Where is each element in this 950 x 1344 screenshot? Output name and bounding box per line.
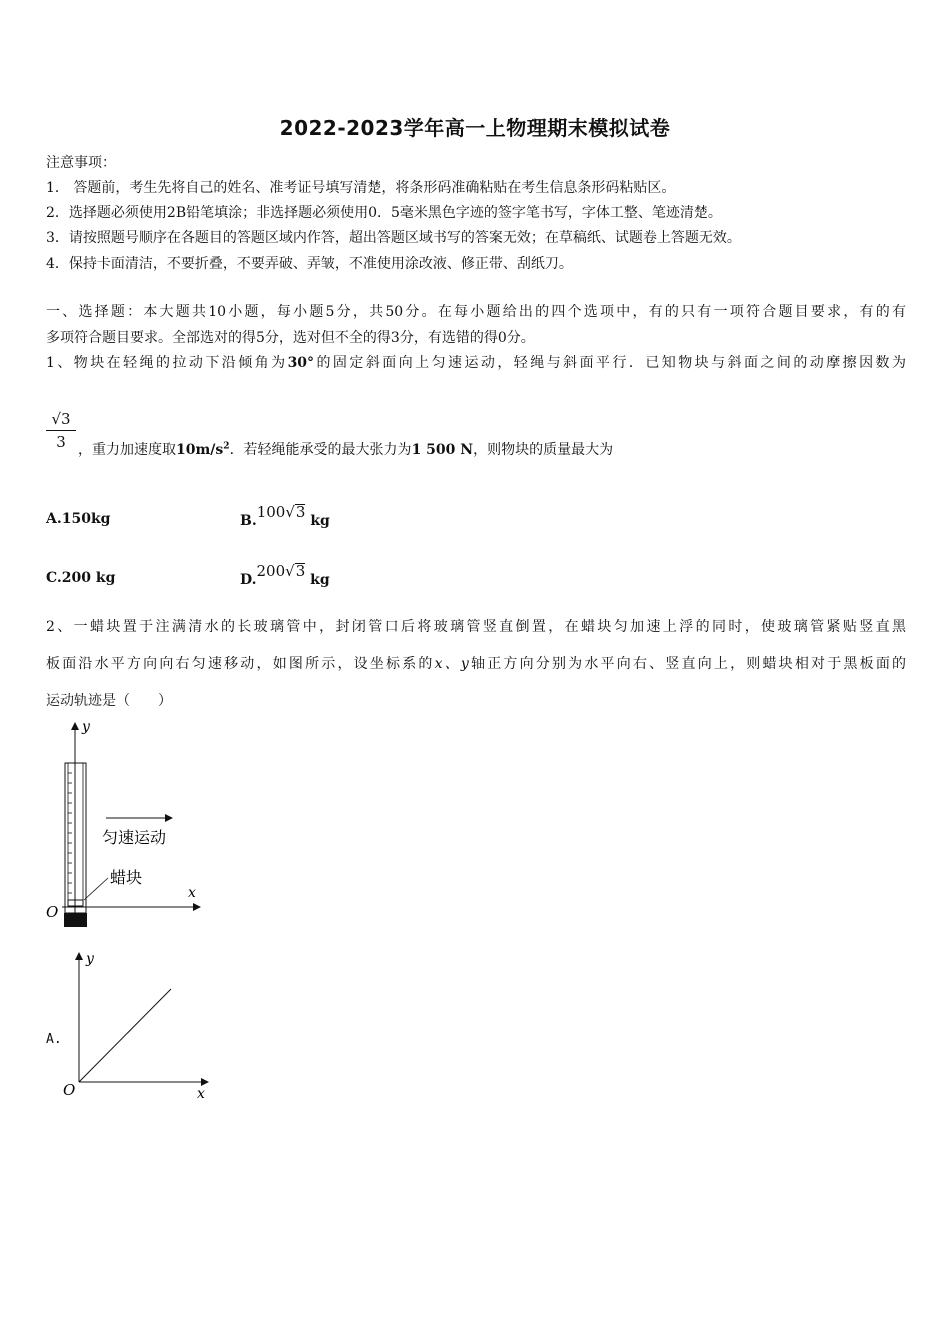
q2-stem-line2 [46,653,906,673]
origin-label: O [46,903,59,921]
q1-stem-line1 [46,352,906,372]
q1-text-2: 的固定斜面向上匀速运动，轻绳与斜面平行．已知物块与斜面之间的动摩擦因数为 [314,355,906,371]
q1-gravity-exp: 2 [223,441,230,452]
option-label: B. [240,513,257,529]
notice-item-1: 1． 答题前，考生先将自己的姓名、准考证号填写清楚，将条形码准确粘贴在考生信息条形码粘贴区。 [46,180,676,196]
q2-text: 板面沿水平方向向右匀速移动，如图所示，设坐标系的 [46,656,435,672]
option-d-math: 200√3 [256,562,306,580]
notice-item-3: 3．请按照题号顺序在各题目的答题区域内作答，超出答题区域书写的答案无效；在草稿纸、试题卷上答题无效。 [46,230,741,246]
wax-label-leader [84,878,108,900]
notice-heading: 注意事项： [46,155,116,171]
q1-option-a[interactable]: A.150kg [46,511,111,527]
section-intro-line2: 多项符合题目要求。全部选对的得5分，选对但不全的得3分，有选错的得0分。 [46,330,535,346]
q1-angle: 30° [287,355,315,371]
option-label: D. [240,572,257,588]
notice-item-4: 4．保持卡面清洁，不要折叠，不要弄破、弄皱，不准使用涂改液、修正带、刮纸刀。 [46,256,573,272]
q1-option-d[interactable] [240,562,330,588]
origin-label: O [63,1081,76,1099]
fraction-denominator: 3 [56,433,66,451]
q2-option-a-graph[interactable] [55,945,220,1105]
q1-text-5: ，则物块的质量最大为 [473,442,614,458]
notice-item-2: 2．选择题必须使用2B铅笔填涂；非选择题必须使用0．5毫米黑色字迹的签字笔书写，字体工整、笔迹清楚。 [46,205,722,221]
q2-stem-line3: 运动轨迹是（ ） [46,693,172,709]
q2-axes: x、y [434,656,469,672]
unit: kg [310,572,330,588]
q1-stem-line2 [78,439,613,459]
q1-option-b[interactable] [240,503,330,529]
q2-text-2: 轴正方向分别为水平向右、竖直向上，则蜡块相对于黑板面的 [468,656,907,672]
q1-gravity: 10m/s [176,442,224,458]
unit: kg [310,513,330,529]
coef: 200 [256,562,286,580]
q1-text: 1、物块在轻绳的拉动下沿倾角为 [46,355,288,371]
radicand: 3 [295,503,306,521]
q2-option-a-label[interactable]: A. [46,1032,62,1047]
fraction-numerator: √3 [46,410,76,431]
q2-stem-line1: 2、一蜡块置于注满清水的长玻璃管中，封闭管口后将玻璃管竖直倒置，在蜡块匀加速上浮的同时，使玻璃管紧贴竖直黑 [46,619,906,635]
q1-option-c[interactable]: C.200 kg [46,570,116,586]
y-axis-label: y [82,719,90,735]
q1-text-4: ．若轻绳能承受的最大张力为 [229,442,412,458]
q1-text-3: ，重力加速度取 [78,442,176,458]
page-title: 2022-2023学年高一上物理期末模拟试卷 [279,116,671,140]
section-intro-line1: 一、选择题：本大题共10小题，每小题5分，共50分。在每小题给出的四个选项中，有的只有一项符合题目要求，有的有 [46,304,906,320]
q1-tension: 1 500 N [411,442,474,458]
option-b-math: 100√3 [256,503,306,521]
y-axis-label: y [86,951,94,967]
radicand: 3 [295,562,306,580]
x-axis-label: x [197,1086,205,1102]
q1-friction-fraction [46,410,76,451]
motion-label: 匀速运动 [102,828,167,847]
tube-stopper [64,913,87,927]
q2-tube-figure [40,715,215,935]
x-axis-label: x [188,885,196,901]
tube-scale-ticks [68,773,72,893]
wax-label: 蜡块 [110,868,143,887]
trajectory-line [79,989,171,1082]
coef: 100 [256,503,286,521]
